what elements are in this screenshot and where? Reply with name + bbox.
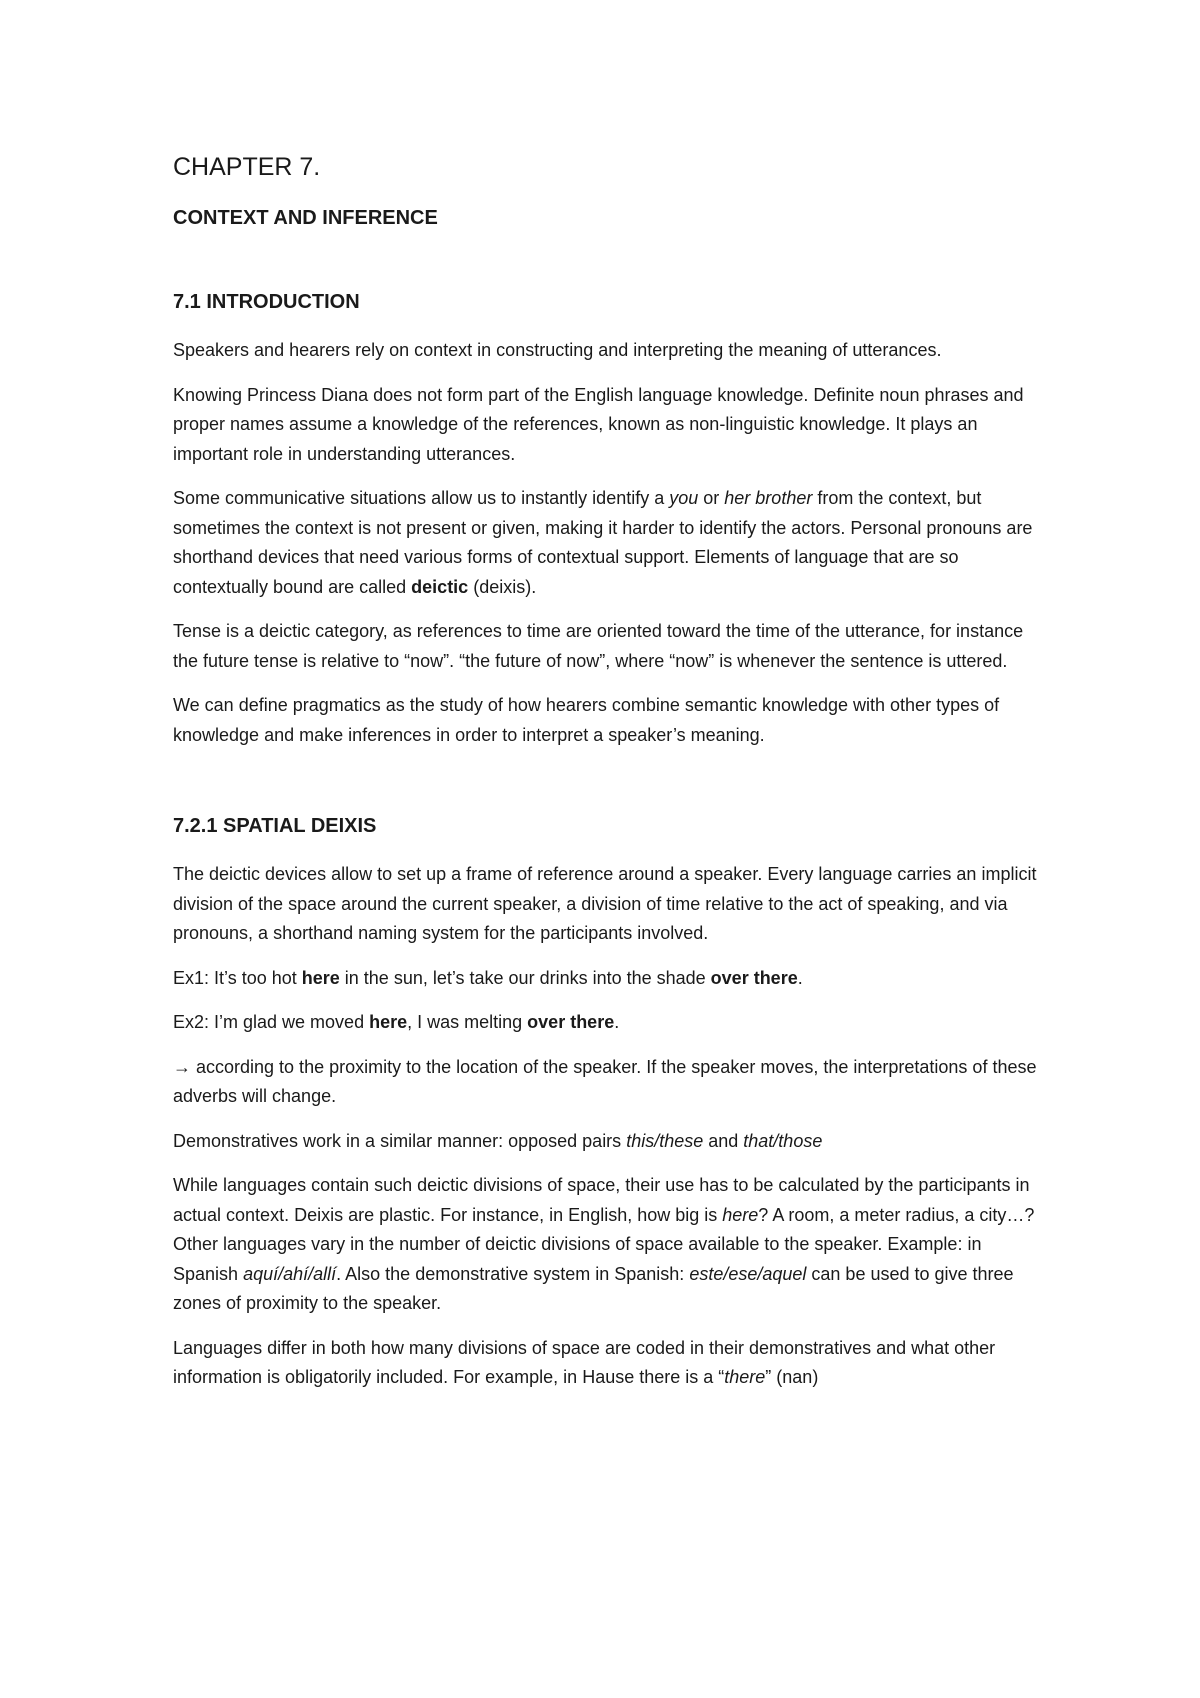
text-run: . bbox=[614, 1012, 620, 1032]
intro-paragraph-2: Knowing Princess Diana does not form part of the English language knowledge. Definite noun phrases and proper names assume a knowledge of the references, known as non-linguistic knowledge. It plays an important role in understanding utterances. bbox=[173, 384, 1024, 464]
text-run: Ex2: I’m glad we moved bbox=[173, 1012, 370, 1032]
intro-paragraph-5: We can define pragmatics as the study of how hearers combine semantic knowledge with other types of knowledge and make inferences in order to interpret a speaker’s meaning. bbox=[173, 695, 1000, 745]
text-run: from the context, but sometimes the context is not present or given, making it harder to identify the actors. Personal pronouns are shorthand devices that need various forms of contextual support. Elements of language that are so contextually bound are called bbox=[173, 488, 1033, 597]
bold-term: over there bbox=[527, 1012, 615, 1032]
italic-term: this/these bbox=[626, 1130, 704, 1151]
text-run: Languages differ in both how many divisions of space are coded in their demonstratives and what other information is obligatorily included. For example, in Hause there is a “ bbox=[173, 1337, 996, 1387]
bold-term: here bbox=[301, 967, 340, 988]
text-run: While languages contain such deictic divisions of space, their use has to be calculated by the participants in actual context. Deixis are plastic. For instance, in English, how big is bbox=[173, 1175, 1030, 1225]
text-run: according to the proximity to the location of the speaker. If the speaker moves, the interpretations of these adverbs will change. bbox=[173, 1056, 1037, 1106]
text-run: ” (nan) bbox=[765, 1367, 819, 1387]
chapter-number: CHAPTER 7. bbox=[173, 153, 321, 181]
italic-term: there bbox=[724, 1367, 766, 1387]
example-2 bbox=[173, 1008, 1043, 1038]
example-1 bbox=[173, 964, 1043, 994]
intro-paragraph-1: Speakers and hearers rely on context in constructing and interpreting the meaning of utterances. bbox=[173, 340, 942, 360]
italic-term: that/those bbox=[743, 1130, 823, 1151]
text-run: ? A room, a meter radius, a city…? Other languages vary in the number of deictic divisions of space available to the speaker. Example: in Spanish bbox=[173, 1204, 1035, 1284]
demonstratives-paragraph bbox=[173, 1127, 1043, 1157]
intro-paragraph-4: Tense is a deictic category, as references to time are oriented toward the time of the utterance, for instance the future tense is relative to “now”. “the future of now”, where “now” is whenever the sentence is uttered. bbox=[173, 621, 1024, 671]
text-run: . Also the demonstrative system in Spanish: bbox=[336, 1263, 690, 1284]
text-run: , I was melting bbox=[407, 1012, 528, 1032]
text-run: (deixis). bbox=[468, 576, 537, 597]
italic-term: here bbox=[722, 1204, 759, 1225]
document-content bbox=[173, 150, 1043, 1408]
bold-term: here bbox=[369, 1012, 408, 1032]
italic-term: este/ese/aquel bbox=[689, 1263, 807, 1284]
text-run: . bbox=[797, 967, 803, 988]
text-run: Some communicative situations allow us to instantly identify a bbox=[173, 488, 670, 508]
italic-term: her brother bbox=[724, 488, 813, 508]
section-heading-introduction: 7.1 INTRODUCTION bbox=[173, 291, 360, 313]
spatial-paragraph-1: The deictic devices allow to set up a frame of reference around a speaker. Every language carries an implicit division of the space around the current speaker, a division of time relative to the act of speaking, and via pronouns, a shorthand naming system for the participants involved. bbox=[173, 864, 1037, 943]
text-run: Ex1: It’s too hot bbox=[173, 967, 302, 988]
text-run: in the sun, let’s take our drinks into the shade bbox=[339, 967, 711, 988]
italic-term: aquí/ahí/allí bbox=[243, 1263, 337, 1284]
italic-term: you bbox=[669, 488, 699, 508]
arrow-note bbox=[173, 1053, 1043, 1112]
text-run: or bbox=[698, 488, 725, 508]
chapter-title: CONTEXT AND INFERENCE bbox=[173, 207, 438, 229]
text-run: can be used to give three zones of proximity to the speaker. bbox=[173, 1263, 1014, 1313]
languages-differ-paragraph bbox=[173, 1334, 1043, 1393]
text-run: Demonstratives work in a similar manner: opposed pairs bbox=[173, 1130, 627, 1151]
plastic-deixis-paragraph bbox=[173, 1171, 1043, 1319]
bold-term: deictic bbox=[411, 576, 469, 597]
intro-paragraph-3 bbox=[173, 484, 1043, 602]
bold-term: over there bbox=[710, 967, 798, 988]
text-run: and bbox=[703, 1130, 744, 1151]
section-heading-spatial-deixis: 7.2.1 SPATIAL DEIXIS bbox=[173, 815, 377, 837]
arrow-right-icon: → bbox=[173, 1056, 191, 1077]
